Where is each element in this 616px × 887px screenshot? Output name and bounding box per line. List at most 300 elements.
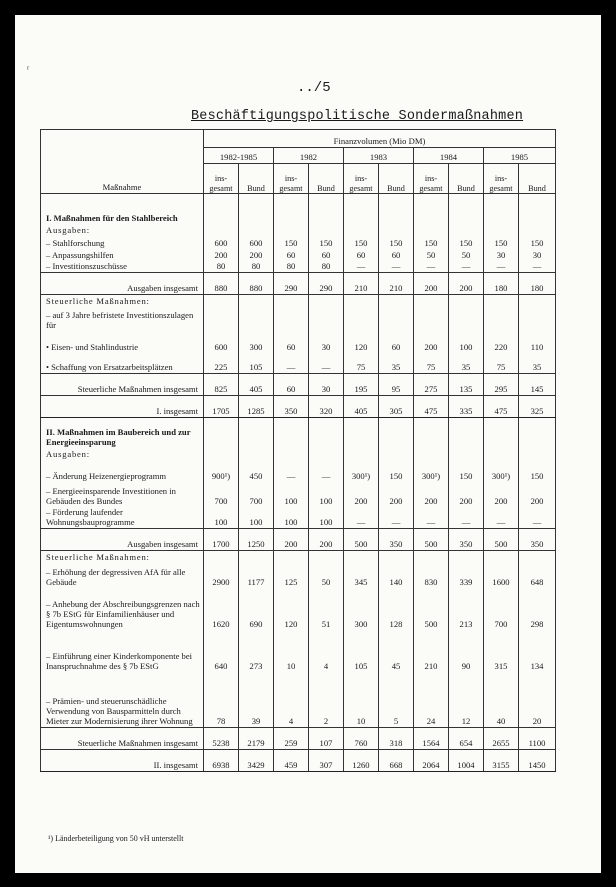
value-cell: 80 <box>239 261 274 273</box>
empty-cell <box>519 224 556 236</box>
value-cell: 225 <box>204 353 239 374</box>
value-cell: — <box>274 353 309 374</box>
value-cell: 760 <box>344 728 379 750</box>
total-label: Ausgaben insgesamt <box>41 273 204 295</box>
value-cell: 20 <box>519 672 556 728</box>
empty-cell <box>484 194 519 224</box>
empty-cell <box>519 295 556 307</box>
value-cell: — <box>484 261 519 273</box>
value-cell: 40 <box>484 672 519 728</box>
value-cell: 100 <box>239 507 274 529</box>
value-cell: 2655 <box>484 728 519 750</box>
value-cell: 50 <box>309 563 344 588</box>
value-cell: 75 <box>344 353 379 374</box>
value-cell: 110 <box>519 331 556 353</box>
value-cell: 1004 <box>449 750 484 772</box>
value-cell: 200 <box>414 482 449 507</box>
empty-cell <box>414 551 449 563</box>
value-cell: 700 <box>239 482 274 507</box>
value-cell: 100 <box>309 482 344 507</box>
empty-cell <box>204 224 239 236</box>
empty-cell <box>449 307 484 331</box>
value-cell: 300¹) <box>484 460 519 482</box>
empty-cell <box>309 418 344 448</box>
value-cell: 325 <box>519 396 556 418</box>
value-cell: 30 <box>309 331 344 353</box>
value-cell: 100 <box>449 331 484 353</box>
financial-table <box>40 129 556 772</box>
value-cell: 12 <box>449 672 484 728</box>
value-cell: 51 <box>309 588 344 630</box>
value-cell: 6938 <box>204 750 239 772</box>
value-cell: 213 <box>449 588 484 630</box>
value-cell: 195 <box>344 374 379 396</box>
value-cell: 128 <box>379 588 414 630</box>
total-label: Ausgaben insgesamt <box>41 529 204 551</box>
empty-cell <box>414 295 449 307</box>
row-label-stahl-ausgaben: – Stahlforschung <box>41 236 204 249</box>
value-cell: 200 <box>519 482 556 507</box>
empty-cell <box>204 551 239 563</box>
header-period: 1985 <box>484 148 556 164</box>
value-cell: 600 <box>204 236 239 249</box>
value-cell: 200 <box>484 482 519 507</box>
empty-cell <box>274 224 309 236</box>
empty-cell <box>344 307 379 331</box>
value-cell: 75 <box>414 353 449 374</box>
value-cell: 475 <box>484 396 519 418</box>
value-cell: 200 <box>344 482 379 507</box>
section-subheading-text: Ausgaben: <box>46 224 90 235</box>
empty-cell <box>519 551 556 563</box>
value-cell: 35 <box>379 353 414 374</box>
footnote: ¹) Länderbeteiligung von 50 vH unterstellt <box>48 834 184 843</box>
value-cell: 105 <box>344 630 379 672</box>
empty-cell <box>414 418 449 448</box>
value-cell: 700 <box>484 588 519 630</box>
document-page <box>15 15 601 873</box>
value-cell: 150 <box>449 460 484 482</box>
value-cell: 459 <box>274 750 309 772</box>
value-cell: 654 <box>449 728 484 750</box>
value-cell: 1450 <box>519 750 556 772</box>
value-cell: 75 <box>484 353 519 374</box>
value-cell: — <box>344 261 379 273</box>
header-insgesamt: ins-gesamt <box>414 164 449 194</box>
value-cell: 307 <box>309 750 344 772</box>
grand-total-label: II. insgesamt <box>41 750 204 772</box>
value-cell: 200 <box>449 273 484 295</box>
value-cell: 350 <box>274 396 309 418</box>
section-heading-text: I. Maßnahmen für den Stahlbereich <box>46 212 178 223</box>
value-cell: 880 <box>239 273 274 295</box>
section-subheading <box>41 224 204 236</box>
value-cell: 200 <box>379 482 414 507</box>
header-insgesamt: ins-gesamt <box>204 164 239 194</box>
value-cell: 80 <box>204 261 239 273</box>
value-cell: — <box>519 507 556 529</box>
value-cell: 475 <box>414 396 449 418</box>
value-cell: 3155 <box>484 750 519 772</box>
value-cell: 30 <box>484 249 519 261</box>
value-cell: 80 <box>274 261 309 273</box>
value-cell: 1705 <box>204 396 239 418</box>
value-cell: 830 <box>414 563 449 588</box>
value-cell: 690 <box>239 588 274 630</box>
value-cell: 318 <box>379 728 414 750</box>
value-cell: — <box>449 261 484 273</box>
value-cell: 107 <box>309 728 344 750</box>
value-cell: 78 <box>204 672 239 728</box>
value-cell: 320 <box>309 396 344 418</box>
value-cell: 210 <box>379 273 414 295</box>
value-cell: 880 <box>204 273 239 295</box>
header-insgesamt: ins-gesamt <box>274 164 309 194</box>
empty-cell <box>449 295 484 307</box>
empty-cell <box>239 418 274 448</box>
section-subheading <box>41 551 204 563</box>
empty-cell <box>204 307 239 331</box>
value-cell: 145 <box>519 374 556 396</box>
empty-cell <box>239 307 274 331</box>
row-label-stahl-steuer: • Schaffung von Ersatzarbeitsplätzen <box>41 353 204 374</box>
value-cell: 220 <box>484 331 519 353</box>
value-cell: 405 <box>344 396 379 418</box>
empty-cell <box>379 551 414 563</box>
value-cell: 200 <box>414 273 449 295</box>
value-cell: 640 <box>204 630 239 672</box>
empty-cell <box>519 448 556 460</box>
value-cell: 150 <box>519 460 556 482</box>
section-intro <box>41 307 204 331</box>
value-cell: 100 <box>309 507 344 529</box>
row-label-stahl-ausgaben: – Investitionszuschüsse <box>41 261 204 273</box>
value-cell: 345 <box>344 563 379 588</box>
value-cell: 100 <box>274 482 309 507</box>
value-cell: 135 <box>449 374 484 396</box>
value-cell: — <box>414 261 449 273</box>
row-label-bau-steuer: – Erhöhung der degressiven AfA für alle Gebäude <box>41 563 204 588</box>
value-cell: 120 <box>344 331 379 353</box>
header-bund: Bund <box>449 164 484 194</box>
section-heading-text: II. Maßnahmen im Baubereich und zur Energieeinsparung <box>46 426 191 447</box>
page-title: Beschäftigungspolitische Sondermaßnahmen <box>191 109 524 124</box>
value-cell: 60 <box>274 249 309 261</box>
value-cell: 35 <box>519 353 556 374</box>
value-cell: 150 <box>379 460 414 482</box>
value-cell: 150 <box>274 236 309 249</box>
empty-cell <box>379 418 414 448</box>
empty-cell <box>239 448 274 460</box>
value-cell: 5 <box>379 672 414 728</box>
value-cell: 134 <box>519 630 556 672</box>
value-cell: — <box>309 460 344 482</box>
value-cell: 2064 <box>414 750 449 772</box>
section-heading <box>41 418 204 448</box>
value-cell: 405 <box>239 374 274 396</box>
value-cell: 24 <box>414 672 449 728</box>
value-cell: 648 <box>519 563 556 588</box>
value-cell: 350 <box>379 529 414 551</box>
value-cell: — <box>379 507 414 529</box>
section-subheading <box>41 448 204 460</box>
empty-cell <box>309 224 344 236</box>
value-cell: 90 <box>449 630 484 672</box>
row-label-bau-ausgaben: – Änderung Heizenergieprogramm <box>41 460 204 482</box>
header-bund: Bund <box>379 164 414 194</box>
empty-cell <box>379 224 414 236</box>
value-cell: 45 <box>379 630 414 672</box>
value-cell: 105 <box>239 353 274 374</box>
total-label: Steuerliche Maßnahmen insgesamt <box>41 728 204 750</box>
value-cell: 273 <box>239 630 274 672</box>
value-cell: — <box>274 460 309 482</box>
value-cell: 1250 <box>239 529 274 551</box>
empty-cell <box>204 194 239 224</box>
value-cell: 500 <box>414 529 449 551</box>
header-bund: Bund <box>309 164 344 194</box>
empty-cell <box>379 194 414 224</box>
empty-cell <box>484 307 519 331</box>
empty-cell <box>274 307 309 331</box>
value-cell: 200 <box>414 331 449 353</box>
value-cell: 300 <box>344 588 379 630</box>
empty-cell <box>449 551 484 563</box>
value-cell: 60 <box>274 331 309 353</box>
empty-cell <box>344 551 379 563</box>
value-cell: 150 <box>309 236 344 249</box>
empty-cell <box>239 551 274 563</box>
row-label-bau-steuer: – Prämien- und steuerunschädliche Verwendung von Bausparmitteln durch Mieter zur Modernisierung ihrer Wohnung <box>41 672 204 728</box>
empty-cell <box>309 551 344 563</box>
header-massnahme: Maßnahme <box>41 130 204 194</box>
value-cell: 600 <box>204 331 239 353</box>
value-cell: 10 <box>344 672 379 728</box>
value-cell: 350 <box>519 529 556 551</box>
empty-cell <box>484 418 519 448</box>
value-cell: 80 <box>309 261 344 273</box>
value-cell: 200 <box>204 249 239 261</box>
empty-cell <box>519 418 556 448</box>
value-cell: 290 <box>309 273 344 295</box>
value-cell: 39 <box>239 672 274 728</box>
header-period: 1984 <box>414 148 484 164</box>
value-cell: 300 <box>239 331 274 353</box>
empty-cell <box>274 418 309 448</box>
empty-cell <box>344 295 379 307</box>
value-cell: 30 <box>519 249 556 261</box>
value-cell: 180 <box>519 273 556 295</box>
value-cell: 50 <box>414 249 449 261</box>
value-cell: — <box>309 353 344 374</box>
value-cell: 1564 <box>414 728 449 750</box>
scan-mark: ʳ <box>27 64 30 75</box>
value-cell: 3429 <box>239 750 274 772</box>
value-cell: 150 <box>519 236 556 249</box>
header-period: 1982 <box>274 148 344 164</box>
value-cell: 335 <box>449 396 484 418</box>
value-cell: 305 <box>379 396 414 418</box>
value-cell: 450 <box>239 460 274 482</box>
empty-cell <box>414 307 449 331</box>
empty-cell <box>344 418 379 448</box>
empty-cell <box>449 448 484 460</box>
value-cell: 290 <box>274 273 309 295</box>
header-period: 1982-1985 <box>204 148 274 164</box>
empty-cell <box>484 551 519 563</box>
section-subheading-text: Ausgaben: <box>46 448 90 459</box>
empty-cell <box>484 224 519 236</box>
value-cell: 2900 <box>204 563 239 588</box>
row-label-stahl-ausgaben: – Anpassungshilfen <box>41 249 204 261</box>
value-cell: 298 <box>519 588 556 630</box>
grand-total-label: I. insgesamt <box>41 396 204 418</box>
value-cell: 500 <box>344 529 379 551</box>
empty-cell <box>414 448 449 460</box>
value-cell: — <box>484 507 519 529</box>
empty-cell <box>344 224 379 236</box>
section-subheading <box>41 295 204 307</box>
empty-cell <box>519 194 556 224</box>
value-cell: 200 <box>274 529 309 551</box>
empty-cell <box>274 448 309 460</box>
value-cell: 10 <box>274 630 309 672</box>
value-cell: 825 <box>204 374 239 396</box>
page-number: ../5 <box>297 80 331 96</box>
empty-cell <box>379 448 414 460</box>
value-cell: 140 <box>379 563 414 588</box>
value-cell: 300¹) <box>414 460 449 482</box>
empty-cell <box>239 224 274 236</box>
row-label-bau-steuer: – Anhebung der Abschreibungsgrenzen nach § 7b EStG für Einfamilienhäuser und Eigentumswohnungen <box>41 588 204 630</box>
value-cell: 125 <box>274 563 309 588</box>
empty-cell <box>449 194 484 224</box>
empty-cell <box>414 224 449 236</box>
empty-cell <box>449 418 484 448</box>
value-cell: 200 <box>449 482 484 507</box>
value-cell: 60 <box>309 249 344 261</box>
header-bund: Bund <box>239 164 274 194</box>
value-cell: 2 <box>309 672 344 728</box>
value-cell: 668 <box>379 750 414 772</box>
value-cell: 600 <box>239 236 274 249</box>
empty-cell <box>274 295 309 307</box>
header-insgesamt: ins-gesamt <box>484 164 519 194</box>
value-cell: 315 <box>484 630 519 672</box>
empty-cell <box>519 307 556 331</box>
value-cell: 150 <box>449 236 484 249</box>
value-cell: 4 <box>274 672 309 728</box>
value-cell: 30 <box>309 374 344 396</box>
header-insgesamt: ins-gesamt <box>344 164 379 194</box>
value-cell: 500 <box>484 529 519 551</box>
value-cell: 60 <box>274 374 309 396</box>
value-cell: 700 <box>204 482 239 507</box>
value-cell: 295 <box>484 374 519 396</box>
value-cell: 1100 <box>519 728 556 750</box>
empty-cell <box>344 448 379 460</box>
empty-cell <box>484 295 519 307</box>
empty-cell <box>274 551 309 563</box>
row-label-bau-steuer: – Einführung einer Kinderkomponente bei Inanspruchnahme des § 7b EStG <box>41 630 204 672</box>
value-cell: 150 <box>344 236 379 249</box>
empty-cell <box>309 307 344 331</box>
empty-cell <box>379 307 414 331</box>
value-cell: 275 <box>414 374 449 396</box>
header-bund: Bund <box>519 164 556 194</box>
row-label-stahl-steuer: • Eisen- und Stahlindustrie <box>41 331 204 353</box>
value-cell: 60 <box>344 249 379 261</box>
value-cell: 120 <box>274 588 309 630</box>
value-cell: 150 <box>484 236 519 249</box>
total-label: Steuerliche Maßnahmen insgesamt <box>41 374 204 396</box>
section-heading <box>41 194 204 224</box>
value-cell: 900¹) <box>204 460 239 482</box>
value-cell: 50 <box>449 249 484 261</box>
value-cell: — <box>379 261 414 273</box>
empty-cell <box>449 224 484 236</box>
value-cell: 259 <box>274 728 309 750</box>
header-finanzvolumen: Finanzvolumen (Mio DM) <box>204 130 556 148</box>
value-cell: 35 <box>449 353 484 374</box>
value-cell: 180 <box>484 273 519 295</box>
empty-cell <box>309 295 344 307</box>
value-cell: — <box>449 507 484 529</box>
empty-cell <box>204 448 239 460</box>
value-cell: 200 <box>239 249 274 261</box>
section-subheading-text: Steuerliche Maßnahmen: <box>46 295 150 306</box>
empty-cell <box>344 194 379 224</box>
empty-cell <box>379 295 414 307</box>
empty-cell <box>204 418 239 448</box>
value-cell: 2179 <box>239 728 274 750</box>
value-cell: — <box>344 507 379 529</box>
value-cell: 150 <box>414 236 449 249</box>
empty-cell <box>239 295 274 307</box>
row-label-bau-ausgaben: – Energieeinsparende Investitionen in Gebäuden des Bundes <box>41 482 204 507</box>
empty-cell <box>484 448 519 460</box>
empty-cell <box>414 194 449 224</box>
value-cell: 60 <box>379 249 414 261</box>
value-cell: 100 <box>274 507 309 529</box>
value-cell: — <box>519 261 556 273</box>
value-cell: 100 <box>204 507 239 529</box>
value-cell: 95 <box>379 374 414 396</box>
empty-cell <box>309 448 344 460</box>
empty-cell <box>204 295 239 307</box>
value-cell: 4 <box>309 630 344 672</box>
value-cell: 1260 <box>344 750 379 772</box>
value-cell: 1285 <box>239 396 274 418</box>
section-intro-text: – auf 3 Jahre befristete Investitionszulagen für <box>46 309 194 330</box>
value-cell: 210 <box>344 273 379 295</box>
value-cell: 150 <box>379 236 414 249</box>
value-cell: 5238 <box>204 728 239 750</box>
value-cell: 1700 <box>204 529 239 551</box>
header-period: 1983 <box>344 148 414 164</box>
value-cell: 1620 <box>204 588 239 630</box>
value-cell: 500 <box>414 588 449 630</box>
value-cell: 1177 <box>239 563 274 588</box>
value-cell: — <box>414 507 449 529</box>
value-cell: 210 <box>414 630 449 672</box>
value-cell: 1600 <box>484 563 519 588</box>
row-label-bau-ausgaben: – Förderung laufender Wohnungsbauprogramme <box>41 507 204 529</box>
empty-cell <box>274 194 309 224</box>
empty-cell <box>309 194 344 224</box>
value-cell: 350 <box>449 529 484 551</box>
value-cell: 339 <box>449 563 484 588</box>
